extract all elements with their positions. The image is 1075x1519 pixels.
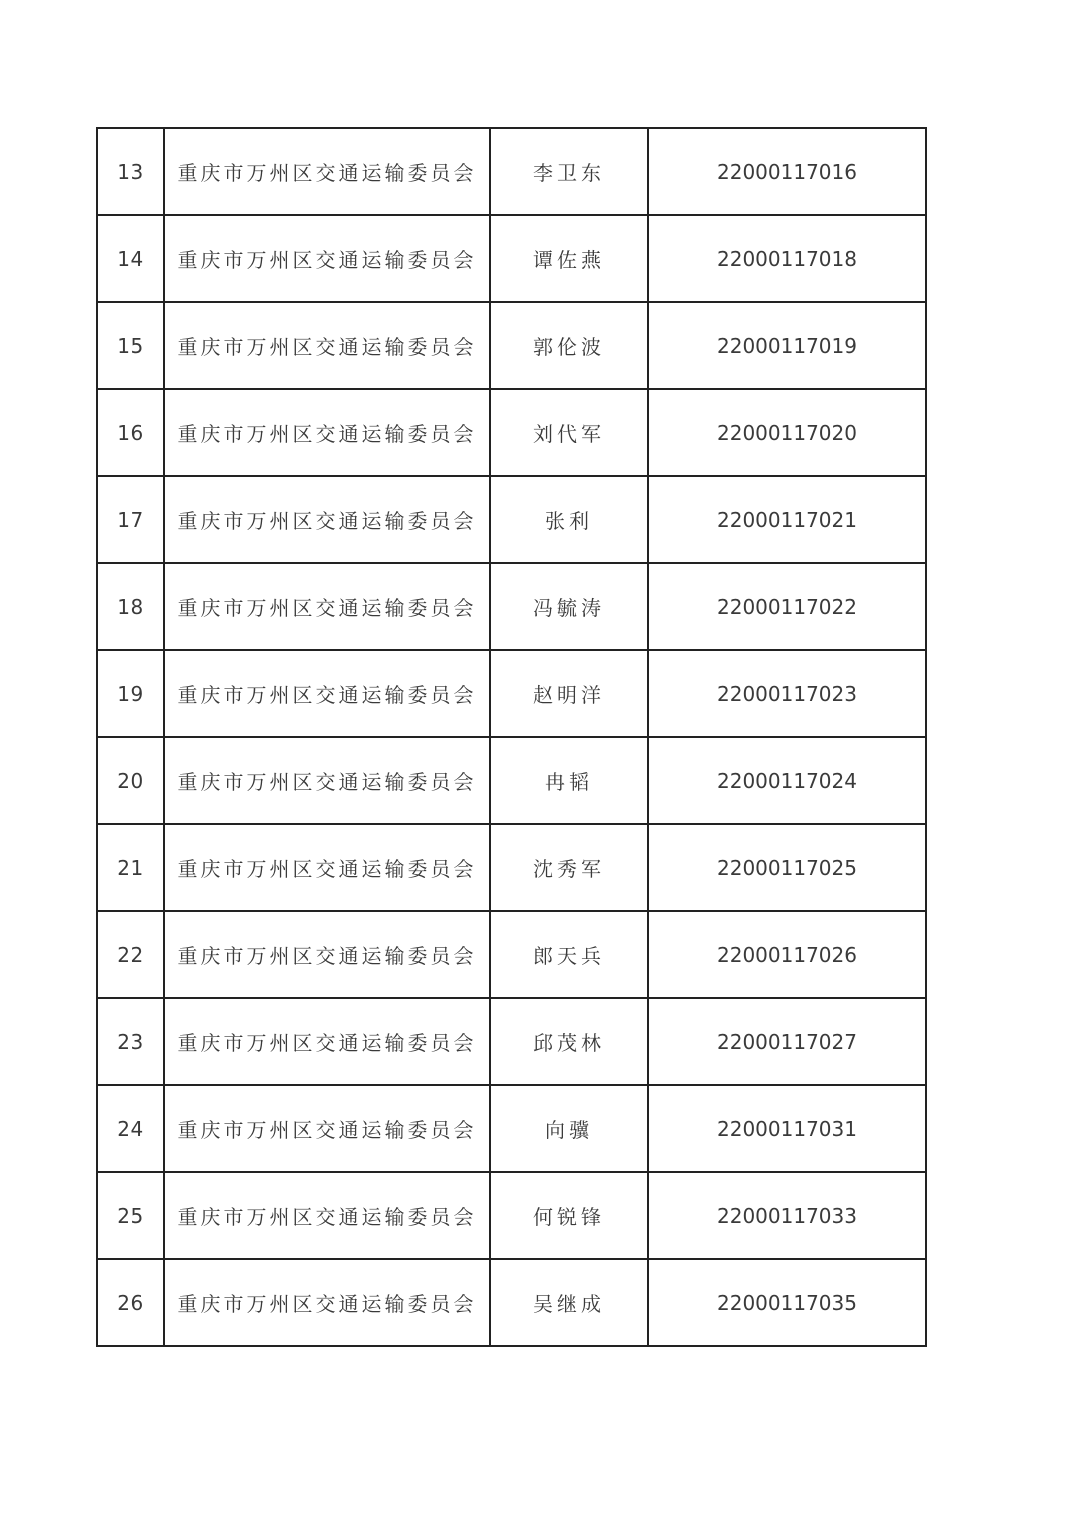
organization-cell: 重庆市万州区交通运输委员会 [164,1172,490,1259]
row-number: 18 [97,563,164,650]
person-name-cell: 李卫东 [490,128,648,215]
row-number: 22 [97,911,164,998]
table-row [97,737,926,824]
row-number: 21 [97,824,164,911]
person-name-cell: 何锐锋 [490,1172,648,1259]
organization-cell: 重庆市万州区交通运输委员会 [164,302,490,389]
table-row [97,563,926,650]
organization-cell: 重庆市万州区交通运输委员会 [164,1085,490,1172]
organization-cell: 重庆市万州区交通运输委员会 [164,737,490,824]
person-name-cell: 沈秀军 [490,824,648,911]
person-name-cell: 冉韬 [490,737,648,824]
certificate-number-cell: 22000117020 [648,389,926,476]
organization-cell: 重庆市万州区交通运输委员会 [164,824,490,911]
table-row [97,998,926,1085]
table-row [97,650,926,737]
row-number: 24 [97,1085,164,1172]
table-row [97,389,926,476]
table-row [97,911,926,998]
certificate-number-cell: 22000117018 [648,215,926,302]
certificate-number-cell: 22000117031 [648,1085,926,1172]
person-name-cell: 郭伦波 [490,302,648,389]
row-number: 15 [97,302,164,389]
person-name-cell: 吴继成 [490,1259,648,1346]
row-number: 26 [97,1259,164,1346]
table-row [97,1172,926,1259]
person-name-cell: 张利 [490,476,648,563]
organization-cell: 重庆市万州区交通运输委员会 [164,1259,490,1346]
row-number: 25 [97,1172,164,1259]
person-name-cell: 郎天兵 [490,911,648,998]
organization-cell: 重庆市万州区交通运输委员会 [164,476,490,563]
roster-table-body [97,128,926,1346]
certificate-number-cell: 22000117027 [648,998,926,1085]
certificate-number-cell: 22000117025 [648,824,926,911]
certificate-number-cell: 22000117022 [648,563,926,650]
certificate-number-cell: 22000117024 [648,737,926,824]
person-name-cell: 冯毓涛 [490,563,648,650]
certificate-number-cell: 22000117023 [648,650,926,737]
table-row [97,302,926,389]
certificate-number-cell: 22000117016 [648,128,926,215]
table-row [97,1259,926,1346]
row-number: 13 [97,128,164,215]
row-number: 19 [97,650,164,737]
person-name-cell: 刘代军 [490,389,648,476]
row-number: 17 [97,476,164,563]
roster-table [96,127,927,1347]
organization-cell: 重庆市万州区交通运输委员会 [164,389,490,476]
certificate-number-cell: 22000117019 [648,302,926,389]
table-row [97,824,926,911]
organization-cell: 重庆市万州区交通运输委员会 [164,911,490,998]
person-name-cell: 向骥 [490,1085,648,1172]
organization-cell: 重庆市万州区交通运输委员会 [164,128,490,215]
certificate-number-cell: 22000117021 [648,476,926,563]
table-row [97,215,926,302]
table-row [97,476,926,563]
person-name-cell: 谭佐燕 [490,215,648,302]
certificate-number-cell: 22000117026 [648,911,926,998]
organization-cell: 重庆市万州区交通运输委员会 [164,650,490,737]
certificate-number-cell: 22000117035 [648,1259,926,1346]
row-number: 20 [97,737,164,824]
organization-cell: 重庆市万州区交通运输委员会 [164,998,490,1085]
person-name-cell: 邱茂林 [490,998,648,1085]
certificate-number-cell: 22000117033 [648,1172,926,1259]
organization-cell: 重庆市万州区交通运输委员会 [164,563,490,650]
row-number: 14 [97,215,164,302]
row-number: 16 [97,389,164,476]
table-row [97,1085,926,1172]
row-number: 23 [97,998,164,1085]
organization-cell: 重庆市万州区交通运输委员会 [164,215,490,302]
table-row [97,128,926,215]
person-name-cell: 赵明洋 [490,650,648,737]
